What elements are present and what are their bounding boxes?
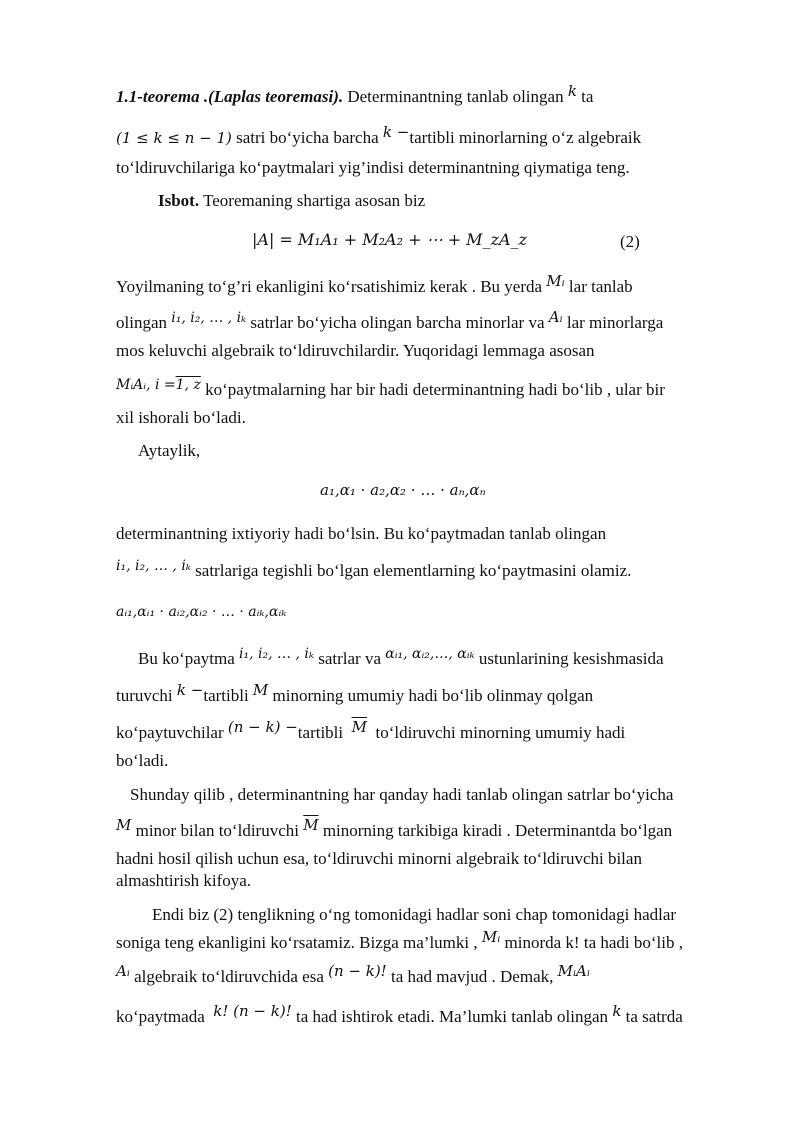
theorem-line-3 — [116, 157, 630, 179]
text: satrlar bo‘yicha olingan barcha minorlar va — [250, 313, 545, 332]
math-Ai: Aᵢ — [548, 308, 563, 326]
proof-line — [158, 190, 425, 212]
text: tartibli — [203, 686, 249, 705]
p4-line-1 — [138, 648, 664, 671]
math-i-seq: i₁, i₂, … , iₖ — [171, 310, 247, 326]
text: lar tanlab — [568, 277, 633, 296]
text: Shunday qilib , determinantning har qanday hadi tanlab olingan satrlar bo‘yicha — [130, 785, 674, 804]
math-i-seq: i₁, i₂, … , iₖ — [239, 646, 314, 662]
p2-line-5 — [116, 407, 246, 429]
math-k: k — [567, 82, 577, 100]
eq-num: (2) — [620, 232, 640, 251]
text: minorning umumiy hadi bo‘lib olinmay qolgan — [272, 686, 594, 705]
p2-line-2 — [116, 308, 664, 335]
text: hadni hosil qilish uchun esa, to‘ldiruvchi minorni algebraik to‘ldiruvchi bilan — [116, 849, 642, 868]
math-k: k — [612, 1002, 622, 1020]
text: almashtirish kifoya. — [116, 871, 252, 890]
text: tartibli — [297, 723, 344, 742]
math-M: M — [252, 681, 269, 699]
math-Mi: Mᵢ — [546, 272, 565, 290]
p5-line-3 — [116, 848, 642, 870]
p3-aytaylik — [138, 440, 200, 462]
math-alpha-seq: αᵢ₁, αᵢ₂,…, αᵢₖ — [385, 646, 475, 662]
math-Ai: Aᵢ — [116, 962, 130, 980]
text: ta had mavjud . Demak, — [390, 967, 554, 986]
p4-line-3 — [116, 718, 626, 744]
text: ko‘paytmalarning har bir hadi determinantning hadi bo‘lib , ular bir — [205, 380, 665, 399]
p6-line-1 — [152, 904, 676, 926]
text: ta had ishtirok etadi. Ma’lumki tanlab olingan — [295, 1007, 609, 1026]
math-product: a₁,α₁ · a₂,α₂ · … · aₙ,αₙ — [320, 481, 486, 499]
text: lar minorlarga — [566, 313, 664, 332]
text: Bu ko‘paytma — [138, 649, 235, 668]
text: satrlariga tegishli bo‘lgan elementlarning ko‘paytmasini olamiz. — [195, 561, 632, 580]
text: soniga teng ekanligini ko‘rsatamiz. Bizga ma’lumki , — [116, 933, 478, 952]
math-k-dash: k − — [382, 123, 410, 141]
theorem-title: 1.1-teorema .(Laplas teoremasi). — [116, 87, 344, 106]
formula: |A| = M₁A₁ + M₂A₂ + ⋯ + M_zA_z — [252, 230, 527, 249]
product-formula — [320, 479, 486, 501]
text: ko‘paytmada — [116, 1007, 205, 1026]
text: minorning tarkibiga kiradi . Determinantda bo‘lgan — [322, 821, 673, 840]
p6-line-3 — [116, 962, 590, 988]
math-M-bar: $\overline{M}$ — [303, 816, 319, 834]
equation-number — [620, 231, 640, 253]
math-n-k-dash: (n − k) − — [227, 718, 298, 736]
p5-line-4 — [116, 870, 251, 892]
math-k-dash: k − — [176, 681, 204, 699]
math-product-2: aᵢ₁,αᵢ₁ · aᵢ₂,αᵢ₂ · … · aᵢₖ,αᵢₖ — [116, 604, 287, 620]
text: algebraik to‘ldiruvchida esa — [134, 967, 324, 986]
text: ustunlarining kesishmasida — [478, 649, 664, 668]
p5-line-2 — [116, 816, 673, 842]
math-Mi: Mᵢ — [481, 928, 501, 946]
text: turuvchi — [116, 686, 173, 705]
p2-line-4 — [116, 379, 665, 402]
text: Teoremaning shartiga asosan biz — [203, 191, 426, 210]
math-k-factorial-product: k! (n − k)! — [213, 1002, 292, 1020]
text: ta — [581, 87, 594, 106]
text: xil ishorali bo‘ladi. — [116, 408, 246, 427]
math-M-bar: $\overline{M}$ — [351, 718, 367, 736]
text: olingan — [116, 313, 167, 332]
text: determinantning ixtiyoriy hadi bo‘lsin. Bu ko‘paytmadan tanlab olingan — [116, 524, 607, 543]
math-MiAi: MᵢAᵢ — [557, 962, 590, 980]
p4-line-4 — [116, 750, 168, 772]
text: satri bo‘yicha barcha — [236, 128, 379, 147]
math-range: (1 ≤ k ≤ n − 1) — [116, 129, 232, 147]
text: mos keluvchi algebraik to‘ldiruvchilardir. Yuqoridagi lemmaga asosan — [116, 341, 595, 360]
text: satrlar va — [318, 649, 381, 668]
text: to‘ldiruvchi minorning umumiy hadi — [375, 723, 626, 742]
text: to‘ldiruvchilariga ko‘paytmalari yig’indisi determinantning qiymatiga teng. — [116, 158, 630, 177]
math-MiAi: MᵢAᵢ, i = — [116, 377, 176, 393]
p3-line-1 — [116, 523, 606, 545]
math-i-seq: i₁, i₂, … , iₖ — [116, 558, 191, 574]
text: Aytaylik, — [138, 441, 201, 460]
math-range-1z: 1, z — [175, 377, 201, 393]
math-M: M — [116, 816, 132, 834]
theorem-line-1 — [116, 82, 594, 108]
product-formula-2 — [116, 600, 286, 623]
text: Yoyilmaning to‘g’ri ekanligini ko‘rsatishimiz kerak . Bu yerda — [116, 277, 543, 296]
text: Determinantning tanlab olingan — [347, 87, 564, 106]
p6-line-2 — [116, 928, 683, 954]
p4-line-2 — [116, 681, 594, 707]
text: Endi biz (2) tenglikning o‘ng tomonidagi hadlar soni chap tomonidagi hadlar — [152, 905, 677, 924]
theorem-line-2 — [116, 123, 642, 149]
formula-laplace — [252, 229, 527, 251]
p6-line-4 — [116, 1002, 683, 1028]
math-n-k-factorial: (n − k)! — [328, 962, 387, 980]
p3-line-2 — [116, 560, 631, 583]
text: bo‘ladi. — [116, 751, 169, 770]
text: ta satrda — [625, 1007, 683, 1026]
p5-line-1 — [130, 784, 673, 806]
text: minor bilan to‘ldiruvchi — [135, 821, 299, 840]
text: minorda k! ta hadi bo‘lib , — [504, 933, 683, 952]
p2-line-1 — [116, 272, 633, 298]
text: ko‘paytuvchilar — [116, 723, 224, 742]
proof-label: Isbot. — [158, 191, 200, 210]
p2-line-3 — [116, 340, 595, 362]
text: tartibli minorlarning o‘z algebraik — [409, 128, 642, 147]
